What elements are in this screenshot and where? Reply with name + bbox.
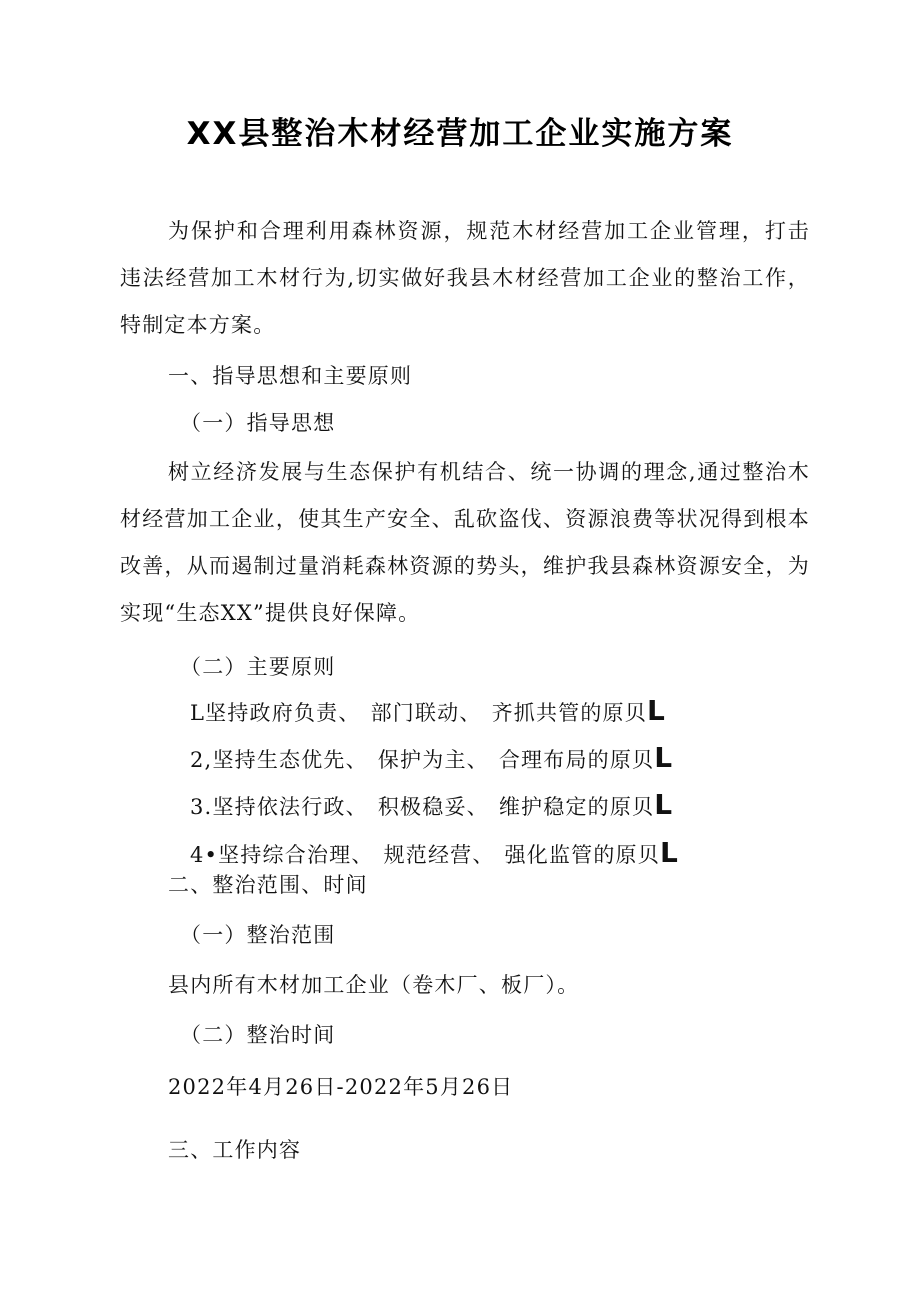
principle-part-c: 齐抓共管的原贝 <box>491 701 647 725</box>
principle-part-a: 坚持政府负责、 <box>205 701 361 725</box>
principle-end-glyph: L <box>659 836 678 869</box>
principle-number: 4• <box>190 843 219 867</box>
principle-part-b: 部门联动、 <box>370 701 482 725</box>
section-1-sub-1-heading: （一）指导思想 <box>180 411 336 435</box>
principle-part-c: 维护稳定的原贝 <box>498 795 655 819</box>
section-3-heading: 三、工作内容 <box>168 1138 302 1162</box>
section-2-sub-1-heading: （一）整治范围 <box>180 923 336 947</box>
principle-end-glyph: L <box>654 741 673 774</box>
principle-part-a: 坚持综合治理、 <box>218 843 374 867</box>
section-2-heading: 二、整治范围、时间 <box>168 873 368 897</box>
principle-part-b: 积极稳妥、 <box>377 795 489 819</box>
intro-paragraph: 为保护和合理利用森林资源，规范木材经营加工企业管理，打击违法经营加工木材行为,切实做好我县木材经营加工企业的整治工作，特制定本方案。 <box>120 219 810 337</box>
principle-part-b: 规范经营、 <box>383 843 495 867</box>
principle-end-glyph: L <box>646 694 665 727</box>
period-paragraph: 2022年4月26日-2022年5月26日 <box>168 1075 514 1099</box>
section-1-heading: 一、指导思想和主要原则 <box>168 364 413 388</box>
principle-number: 3. <box>190 795 213 819</box>
principle-part-a: 坚持依法行政、 <box>212 795 368 819</box>
principle-item <box>190 743 672 775</box>
guiding-ideology-paragraph: 树立经济发展与生态保护有机结合、统一协调的理念,通过整治木材经营加工企业，使其生产安全、乱砍盗伐、资源浪费等状况得到根本改善，从而遏制过量消耗森林资源的势头，维护我县森林资源安全，为实现“生态XX”提供良好保障。 <box>120 460 810 625</box>
principle-part-b: 保护为主、 <box>377 748 489 772</box>
section-2-sub-2-heading: （二）整治时间 <box>180 1023 336 1047</box>
principle-item <box>190 838 678 870</box>
document-title: XX县整治木材经营加工企业实施方案 <box>186 116 734 152</box>
principle-end-glyph: L <box>654 788 673 821</box>
principle-part-c: 强化监管的原贝 <box>504 843 660 867</box>
section-1-sub-2-heading: （二）主要原则 <box>180 655 336 679</box>
principle-number: 2, <box>190 748 213 772</box>
principle-item <box>190 696 665 728</box>
principle-item <box>190 790 672 822</box>
principle-part-a: 坚持生态优先、 <box>212 748 368 772</box>
principle-number: L <box>190 701 206 725</box>
scope-paragraph: 县内所有木材加工企业（卷木厂、板厂）。 <box>168 973 580 997</box>
principle-part-c: 合理布局的原贝 <box>498 748 655 772</box>
